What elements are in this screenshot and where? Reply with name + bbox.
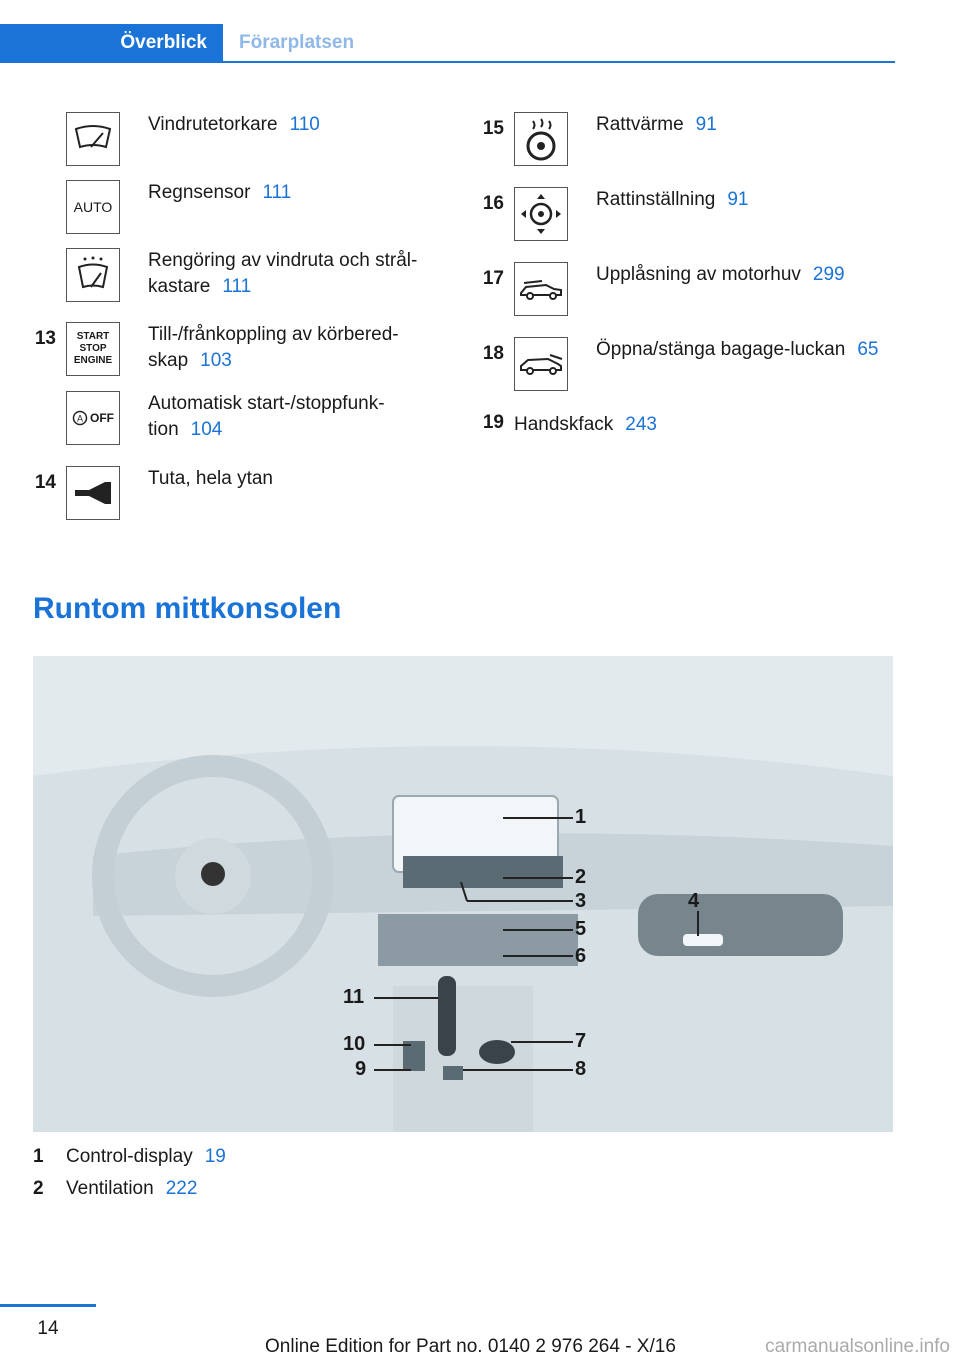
- auto-start-stop-off-icon: [66, 391, 120, 445]
- legend-item: [33, 1178, 197, 1200]
- item-label: Öppna/stänga bagage-luckan: [596, 339, 846, 360]
- page-ref[interactable]: 91: [727, 189, 749, 210]
- washer-icon: [66, 248, 120, 302]
- item-label: Till-/frånkoppling av körbered-skap: [148, 324, 399, 371]
- watermark: carmanualsonline.info: [765, 1336, 950, 1357]
- hood-release-icon: [514, 262, 568, 316]
- header-rule: [0, 61, 895, 63]
- list-item: [458, 112, 886, 166]
- wiper-icon: [66, 112, 120, 166]
- item-label: Automatisk start-/stoppfunk-tion: [148, 393, 385, 440]
- auto-icon: [66, 180, 120, 234]
- list-item: [10, 248, 438, 302]
- dashboard-illustration: [33, 656, 893, 1132]
- callout-4: 4: [688, 890, 700, 912]
- item-number: [10, 180, 66, 186]
- horn-icon: [66, 466, 120, 520]
- steering-adjust-icon: [514, 187, 568, 241]
- item-label: Regnsensor: [148, 182, 251, 203]
- callout-9: 9: [355, 1058, 367, 1080]
- list-item: [10, 466, 438, 520]
- start-stop-icon-text: START STOP ENGINE: [73, 331, 113, 366]
- item-number: [10, 248, 66, 254]
- callout-8: 8: [575, 1058, 587, 1080]
- page-ref[interactable]: 65: [857, 339, 879, 360]
- item-number: 14: [34, 472, 56, 493]
- page-ref[interactable]: 222: [165, 1178, 198, 1199]
- item-number: 13: [34, 328, 56, 349]
- legend-item: [33, 1146, 226, 1168]
- page-ref[interactable]: 104: [190, 419, 223, 440]
- legend-label: Ventilation: [66, 1178, 154, 1199]
- page-ref[interactable]: 110: [289, 114, 320, 135]
- off-text: OFF: [90, 411, 114, 425]
- page-number: 14: [37, 1318, 59, 1339]
- trunk-icon: [514, 337, 568, 391]
- item-label: Vindrutetorkare: [148, 114, 278, 135]
- callout-5: 5: [575, 918, 587, 940]
- item-number: 18: [482, 343, 504, 364]
- item-number: [10, 112, 66, 118]
- item-number: [10, 391, 66, 397]
- footer-rule: [0, 1304, 96, 1307]
- legend-label: Control-display: [66, 1146, 193, 1167]
- tab-overview[interactable]: Överblick: [0, 24, 223, 62]
- item-number: 17: [482, 268, 504, 289]
- list-item: [458, 412, 804, 438]
- list-item: [10, 322, 438, 376]
- callout-6: 6: [575, 945, 587, 967]
- start-stop-icon: [66, 322, 120, 376]
- page-ref[interactable]: 243: [625, 414, 657, 435]
- section-title: Runtom mittkonsolen: [33, 592, 342, 625]
- list-item: [10, 391, 438, 445]
- page-ref[interactable]: 103: [200, 350, 232, 371]
- svg-text:A: A: [76, 413, 84, 424]
- page-ref[interactable]: 299: [812, 264, 845, 285]
- item-number: 15: [482, 118, 504, 139]
- tab-driver-seat[interactable]: Förarplatsen: [239, 32, 355, 53]
- page-ref[interactable]: 19: [204, 1146, 226, 1167]
- item-label: Handskfack: [514, 414, 614, 435]
- callout-2: 2: [575, 866, 587, 888]
- callout-3: 3: [575, 890, 587, 912]
- list-item: [458, 337, 886, 391]
- legend-number: 1: [33, 1146, 44, 1167]
- callout-11: 11: [343, 986, 365, 1008]
- steering-heat-icon: [514, 112, 568, 166]
- page-ref[interactable]: 111: [262, 182, 292, 203]
- list-item: [458, 187, 886, 241]
- item-label: Rengöring av vindruta och strål-kastare: [148, 250, 418, 297]
- callout-10: 10: [343, 1033, 366, 1055]
- item-label: Upplåsning av motorhuv: [596, 264, 801, 285]
- item-label: Tuta, hela ytan: [148, 468, 273, 489]
- callout-7: 7: [575, 1030, 587, 1052]
- page-ref[interactable]: 91: [695, 114, 717, 135]
- header-tabs: [0, 24, 895, 62]
- item-label: Rattvärme: [596, 114, 684, 135]
- dashboard-drawing: [33, 656, 893, 1132]
- list-item: [458, 262, 886, 316]
- edition-text: Online Edition for Part no. 0140 2 976 264 - X/16: [265, 1336, 676, 1357]
- item-label: Rattinställning: [596, 189, 716, 210]
- list-item: [10, 180, 438, 234]
- auto-icon-text: AUTO: [73, 199, 113, 215]
- callout-1: 1: [575, 806, 587, 828]
- legend-number: 2: [33, 1178, 44, 1199]
- list-item: [10, 112, 438, 166]
- item-number: 16: [482, 193, 504, 214]
- page-ref[interactable]: 111: [222, 276, 252, 297]
- item-number: 19: [482, 412, 504, 433]
